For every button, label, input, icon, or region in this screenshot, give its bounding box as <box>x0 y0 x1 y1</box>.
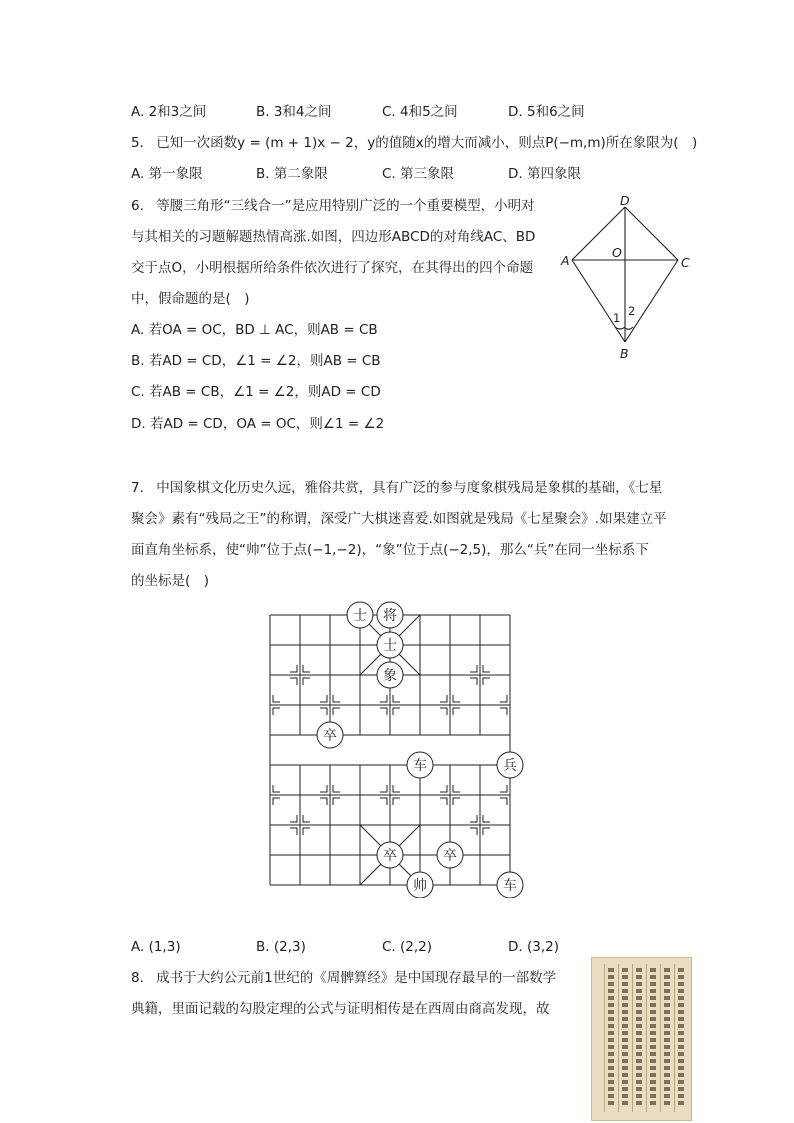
book-text-column <box>622 968 628 1108</box>
position-mark <box>303 665 310 672</box>
chess-piece <box>497 872 523 898</box>
position-mark <box>500 798 507 805</box>
chess-piece <box>377 602 403 628</box>
q6-text-1: 等腰三角形“三线合一”是应用特别广泛的一个重要模型，小明对 <box>156 198 535 214</box>
position-mark <box>470 678 477 685</box>
xiangqi-board <box>255 598 545 898</box>
chess-piece <box>437 842 463 868</box>
q6-stem-line-4: 中，假命题的是( ) <box>131 291 250 307</box>
position-mark <box>273 708 280 715</box>
book-text-column <box>636 968 642 1108</box>
q5-stem <box>131 133 697 153</box>
book-column-rule <box>632 964 633 1112</box>
position-mark <box>453 708 460 715</box>
position-mark <box>380 798 387 805</box>
q7-stem-line-1 <box>131 478 662 498</box>
position-mark <box>320 695 327 702</box>
book-text-column <box>608 968 614 1108</box>
position-mark <box>483 678 490 685</box>
position-mark <box>453 695 460 702</box>
q6-option-b: B. 若AD = CD，∠1 = ∠2，则AB = CB <box>131 353 381 369</box>
position-mark <box>380 785 387 792</box>
position-mark <box>440 695 447 702</box>
q8-stem-line-1 <box>131 968 556 988</box>
ancient-book-image <box>591 957 692 1121</box>
position-mark <box>453 785 460 792</box>
position-mark <box>303 815 310 822</box>
label-angle-2: 2 <box>628 304 636 318</box>
position-mark <box>393 798 400 805</box>
piece-label: 帅 <box>413 878 427 894</box>
position-mark <box>320 798 327 805</box>
position-mark <box>303 678 310 685</box>
piece-label: 将 <box>383 608 397 624</box>
q7-stem-line-2: 聚会》素有“残局之王”的称谓，深受广大棋迷喜爱.如图就是残局《七星聚会》.如果建立平 <box>131 511 667 527</box>
label-angle-1: 1 <box>613 311 621 325</box>
position-mark <box>483 665 490 672</box>
q7-stem-line-3: 面直角坐标系，使“帅”位于点(−1,−2)，“象”位于点(−2,5)，那么“兵”在同一坐标系下 <box>131 542 649 558</box>
position-mark <box>470 828 477 835</box>
position-mark <box>500 708 507 715</box>
label-c: C <box>681 255 690 270</box>
label-o: O <box>612 245 622 260</box>
book-column-rule <box>674 964 675 1112</box>
book-column-rule <box>646 964 647 1112</box>
position-mark <box>393 708 400 715</box>
chess-piece <box>347 602 373 628</box>
position-mark <box>290 815 297 822</box>
book-column-rule <box>660 964 661 1112</box>
q4-option-b: B. 3和4之间 <box>256 104 332 120</box>
piece-label: 车 <box>503 878 517 894</box>
segment-ab <box>572 260 625 342</box>
position-mark <box>290 828 297 835</box>
book-text-column <box>650 968 656 1108</box>
q6-number: 6. <box>131 198 144 214</box>
q7-option-a: A. (1,3) <box>131 939 181 955</box>
chess-piece <box>377 842 403 868</box>
q4-option-c: C. 4和5之间 <box>382 104 458 120</box>
q5-option-c: C. 第三象限 <box>382 166 455 182</box>
q8-stem-line-2: 典籍，里面记载的勾股定理的公式与证明相传是在西周由商高发现，故 <box>131 1001 550 1017</box>
q7-stem-line-4: 的坐标是( ) <box>131 573 210 589</box>
q7-option-b: B. (2,3) <box>256 939 306 955</box>
label-b: B <box>620 346 629 361</box>
chess-piece <box>317 722 343 748</box>
label-a: A <box>561 253 570 268</box>
position-mark <box>393 785 400 792</box>
q5-option-b: B. 第二象限 <box>256 166 328 182</box>
position-mark <box>320 785 327 792</box>
q7-option-d: D. (3,2) <box>508 939 559 955</box>
position-mark <box>380 695 387 702</box>
position-mark <box>470 815 477 822</box>
chess-piece <box>407 752 433 778</box>
piece-label: 卒 <box>443 848 457 864</box>
piece-label: 士 <box>353 608 367 624</box>
q5-option-d: D. 第四象限 <box>508 166 581 182</box>
position-mark <box>440 708 447 715</box>
label-d: D <box>620 195 630 208</box>
q6-option-c: C. 若AB = CB，∠1 = ∠2，则AD = CD <box>131 384 381 400</box>
position-mark <box>440 785 447 792</box>
position-mark <box>483 828 490 835</box>
piece-label: 士 <box>383 638 397 654</box>
chess-piece <box>377 632 403 658</box>
chess-piece <box>497 752 523 778</box>
piece-label: 车 <box>413 758 427 774</box>
position-mark <box>290 678 297 685</box>
q8-number: 8. <box>131 970 144 986</box>
q7-number: 7. <box>131 480 144 496</box>
position-mark <box>273 798 280 805</box>
q6-option-a: A. 若OA = OC，BD ⊥ AC，则AB = CB <box>131 322 378 338</box>
angle-2-arc <box>625 327 633 329</box>
q7-text-1: 中国象棋文化历史久远，雅俗共赏，具有广泛的参与度象棋残局是象棋的基础，《七星 <box>156 480 663 496</box>
segment-cb <box>625 260 678 342</box>
chess-piece <box>407 872 433 898</box>
piece-label: 卒 <box>383 848 397 864</box>
position-mark <box>290 665 297 672</box>
position-mark <box>440 798 447 805</box>
book-text-column <box>678 968 684 1108</box>
position-mark <box>333 708 340 715</box>
q4-option-a: A. 2和3之间 <box>131 104 207 120</box>
position-mark <box>500 695 507 702</box>
book-column-rule <box>618 964 619 1112</box>
book-column-rule <box>604 964 605 1112</box>
piece-label: 象 <box>383 668 397 684</box>
q8-text-1: 成书于大约公元前1世纪的《周髀算经》是中国现存最早的一部数学 <box>156 970 557 986</box>
q7-option-c: C. (2,2) <box>382 939 433 955</box>
q5-text: 已知一次函数y = (m + 1)x − 2，y的值随x的增大而减小，则点P(−m,m)所在象限为( ) <box>156 135 698 151</box>
chess-piece <box>377 662 403 688</box>
position-mark <box>393 695 400 702</box>
piece-label: 卒 <box>323 728 337 744</box>
position-mark <box>470 665 477 672</box>
segment-cd <box>625 207 678 260</box>
q6-stem-line-2: 与其相关的习题解题热情高涨.如图，四边形ABCD的对角线AC、BD <box>131 229 536 245</box>
position-mark <box>333 785 340 792</box>
position-mark <box>483 815 490 822</box>
q6-stem-line-3: 交于点O，小明根据所给条件依次进行了探究，在其得出的四个命题 <box>131 260 534 276</box>
position-mark <box>303 828 310 835</box>
q4-option-d: D. 5和6之间 <box>508 104 585 120</box>
q6-option-d: D. 若AD = CD，OA = OC，则∠1 = ∠2 <box>131 416 385 432</box>
position-mark <box>320 708 327 715</box>
q5-number: 5. <box>131 135 144 151</box>
position-mark <box>380 708 387 715</box>
book-text-column <box>664 968 670 1108</box>
position-mark <box>273 785 280 792</box>
position-mark <box>333 695 340 702</box>
position-mark <box>453 798 460 805</box>
q5-option-a: A. 第一象限 <box>131 166 203 182</box>
q6-kite-figure <box>555 195 705 365</box>
position-mark <box>273 695 280 702</box>
piece-label: 兵 <box>503 758 517 774</box>
position-mark <box>500 785 507 792</box>
position-mark <box>333 798 340 805</box>
q6-stem-line-1 <box>131 196 535 216</box>
